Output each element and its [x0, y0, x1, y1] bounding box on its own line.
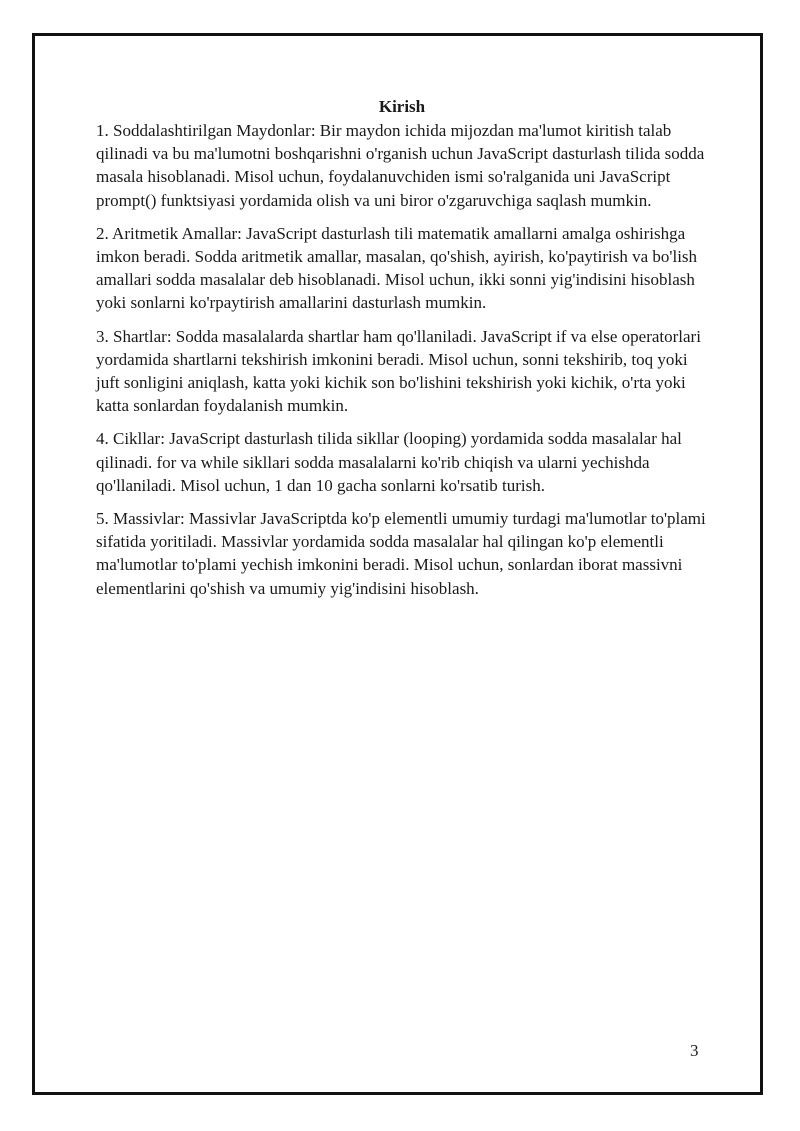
paragraph-arithmetic-operations: 2. Aritmetik Amallar: JavaScript dasturlash tili matematik amallarni amalga oshirishga imkon beradi. Sodda aritmetik amallar, masalan, qo'shish, ayirish, ko'paytirish va bo'lish amallari sodda masalalar deb hisoblanadi. Misol uchun, ikki sonni yig'indisini hisoblash yoki sonlarni ko'rpaytirish amallarini dasturlash mumkin. [96, 223, 698, 313]
paragraph-simplified-fields: 1. Soddalashtirilgan Maydonlar: Bir maydon ichida mijozdan ma'lumot kiritish talab qilinadi va bu ma'lumotni boshqarishni o'rganish uchun JavaScript dasturlash tilida sodda masala hisoblanadi. Misol uchun, foydalanuvchiden ismi so'ralganida uni JavaScript prompt() funktsiyasi yordamida olish va uni biror o'zgaruvchiga saqlash mumkin. [96, 121, 705, 210]
paragraph-loops: 4. Cikllar: JavaScript dasturlash tilida sikllar (looping) yordamida sodda masalalar hal qilinadi. for va while sikllari sodda masalalarni ko'rib chiqish va ularni yechishda qo'llaniladi. Misol uchun, 1 dan 10 gacha sonlarni ko'rsatib turish. [96, 429, 682, 495]
paragraph-arrays: 5. Massivlar: Massivlar JavaScriptda ko'p elementli umumiy turdagi ma'lumotlar to'plami sifatida yoritiladi. Massivlar yordamida sodda masalalar hal qilingan ko'p elementli ma'lumotlar to'plami yechish imkonini beradi. Misol uchun, sonlardan iborat massivni elementlarini qo'shish va umumiy yig'indisini hisoblash. [96, 509, 706, 598]
page-number: 3 [690, 1041, 699, 1060]
page-title: Kirish [378, 97, 426, 116]
page-content [96, 95, 708, 610]
paragraph-conditions: 3. Shartlar: Sodda masalalarda shartlar ham qo'llaniladi. JavaScript if va else operatorlari yordamida shartlarni tekshirish imkonini beradi. Misol uchun, sonni tekshirib, toq yoki juft sonligini aniqlash, katta yoki kichik son bo'lishini tekshirish yoki kichik, o'rta yoki katta sonlardan foydalanish mumkin. [96, 326, 701, 416]
